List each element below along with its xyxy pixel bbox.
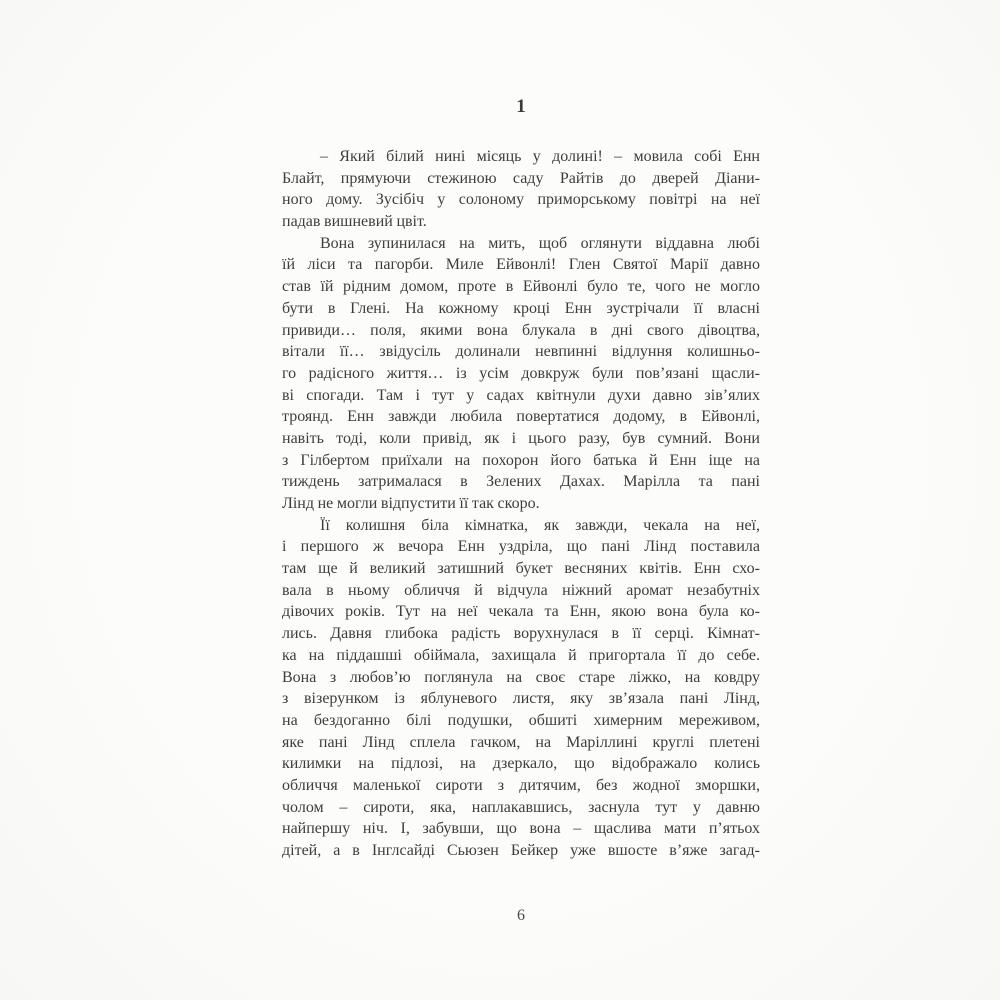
text-line: Її колишня біла кімнатка, як завжди, чекала на неї, xyxy=(320,516,760,534)
text-line: став їй рідним домом, проте в Ейвонлі було те, чого не могло xyxy=(282,278,760,296)
paragraph xyxy=(282,515,760,862)
text-line: Лінд не могли відпустити її так скоро. xyxy=(282,495,540,512)
text-line: ного дому. Зусібіч у солоному приморському повітрі на неї xyxy=(282,191,760,209)
text-line: Блайт, прямуючи стежиною саду Райтів до дверей Діани- xyxy=(282,169,760,187)
text-line: і першого ж вечора Енн уздріла, що пані Лінд поставила xyxy=(282,538,760,556)
text-line: з візерунком із яблуневого листя, яку зв’язала пані Лінд, xyxy=(282,690,760,708)
text-line: на бездоганно білі подушки, обшиті химерним мереживом, xyxy=(282,711,760,729)
text-line: дітей, а в Інглсайді Сьюзен Бейкер уже вшосте в’яже загад- xyxy=(282,842,760,859)
text-line: найпершу ніч. І, забувши, що вона – щаслива мати п’ятьох xyxy=(282,820,760,838)
text-block xyxy=(282,146,760,862)
text-line: навіть тоді, коли привід, як і цього разу, був сумний. Вони xyxy=(282,429,760,447)
paragraph xyxy=(282,233,760,515)
chapter-number: 1 xyxy=(516,96,526,117)
text-line: дівочих років. Тут на неї чекала та Енн, якою вона була ко- xyxy=(282,603,760,621)
text-line: привиди… поля, якими вона блукала в дні свого дівоцтва, xyxy=(282,321,760,339)
text-line: їй ліси та пагорби. Миле Ейвонлі! Глен Святої Марії давно xyxy=(282,256,760,274)
text-line: там ще й великий затишний букет весняних квітів. Енн схо- xyxy=(282,560,760,578)
text-line: бути в Глені. На кожному кроці Енн зустрічали її власні xyxy=(282,299,760,317)
text-line: Вона з любов’ю поглянула на своє старе ліжко, на ковдру xyxy=(282,668,760,686)
text-line: обличчя маленької сироти з дитячим, без жодної зморшки, xyxy=(282,776,760,794)
text-line: яке пані Лінд сплела гачком, на Маріллині круглі плетені xyxy=(282,733,760,751)
text-line: чолом – сироти, яка, наплакавшись, заснула тут у давню xyxy=(282,798,760,816)
text-line: з Гілбертом приїхали на похорон його батька й Енн іще на xyxy=(282,451,760,469)
text-line: вала в ньому обличчя й відчула ніжний аромат незабутніх xyxy=(282,581,760,599)
text-line: ка на піддашші обіймала, захищала й пригортала її до себе. xyxy=(282,646,760,664)
text-line: лись. Давня глибока радість ворухнулася в її серці. Кімнат- xyxy=(282,625,760,643)
paragraph xyxy=(282,146,760,233)
text-line: Вона зупинилася на мить, щоб оглянути віддавна любі xyxy=(320,234,760,252)
text-line: троянд. Енн завжди любила повертатися додому, в Ейвонлі, xyxy=(282,408,760,426)
text-line: тиждень затрималася в Зелених Дахах. Марілла та пані xyxy=(282,473,760,491)
text-line: го радісного життя… із усім довкруж були пов’язані щасли- xyxy=(282,364,760,382)
text-line: килимки на підлозі, на дзеркало, що відображало колись xyxy=(282,755,760,773)
text-line: – Який білий нині місяць у долині! – мовила собі Енн xyxy=(320,148,760,165)
text-line: падав вишневий цвіт. xyxy=(282,213,427,231)
text-line: ві спогади. Там і тут у садах квітнули духи давно зів’ялих xyxy=(282,386,760,404)
page-number: 6 xyxy=(517,907,525,924)
text-line: вітали її… звідусіль долинали невпинні відлуння колишньо- xyxy=(282,343,760,361)
